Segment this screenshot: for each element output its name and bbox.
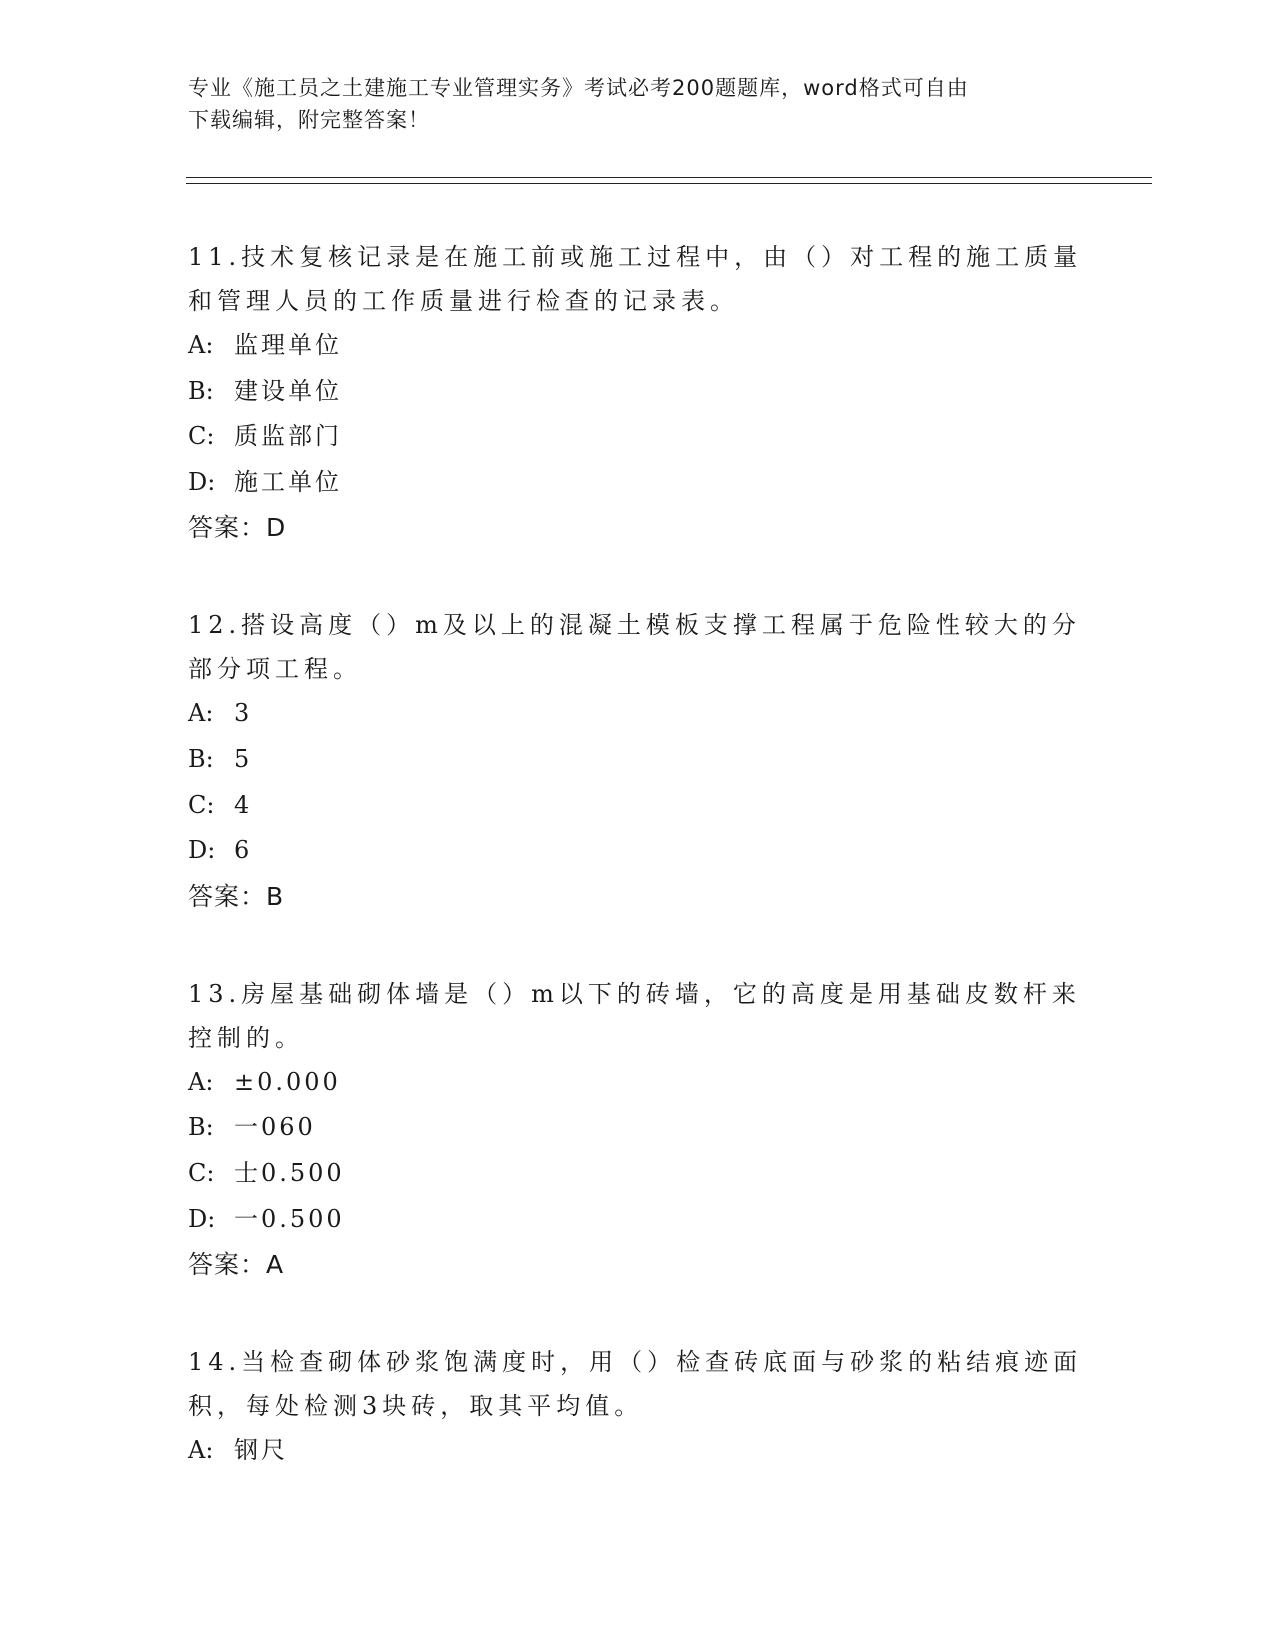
option-letter: B: — [188, 744, 214, 773]
option-text: 士0.500 — [234, 1158, 345, 1187]
question-text-line: 11.技术复核记录是在施工前或施工过程中，由（）对工程的施工质量 — [188, 243, 1083, 271]
option-letter: A: — [188, 1067, 214, 1096]
option-letter: A: — [188, 1436, 214, 1465]
option-d — [188, 1197, 1088, 1243]
question-text-line: 积，每处检测3块砖，取其平均值。 — [188, 1392, 644, 1421]
option-text: 一060 — [234, 1113, 316, 1142]
question-list — [188, 235, 1088, 1526]
option-letter: B: — [188, 1113, 214, 1142]
option-letter: A: — [188, 331, 214, 359]
question-text-line: 和管理人员的工作质量进行检查的记录表。 — [188, 287, 739, 315]
option-c — [188, 1151, 1088, 1197]
option-c — [188, 783, 1088, 829]
option-text: ±0.000 — [234, 1067, 341, 1096]
question-14 — [188, 1340, 1088, 1474]
header-line-2: 下载编辑，附完整答案！ — [188, 108, 430, 132]
option-text: 5 — [234, 744, 253, 773]
document-header — [188, 72, 1088, 136]
option-letter: D: — [188, 467, 216, 496]
option-a — [188, 691, 1088, 737]
option-letter: C: — [188, 790, 215, 819]
option-text: 质监部门 — [234, 422, 342, 451]
option-d — [188, 828, 1088, 874]
question-text-line: 13.房屋基础砌体墙是（）m以下的砖墙，它的高度是用基础皮数杆来 — [188, 979, 1081, 1008]
option-a — [188, 1060, 1088, 1106]
option-text: 施工单位 — [234, 467, 342, 496]
option-letter: A: — [188, 699, 214, 728]
answer-line: 答案：B — [188, 881, 285, 911]
option-c — [188, 414, 1088, 460]
question-text-line: 14.当检查砌体砂浆饱满度时，用（）检查砖底面与砂浆的粘结痕迹面 — [188, 1348, 1083, 1377]
option-text: 4 — [234, 790, 253, 819]
option-d — [188, 460, 1088, 506]
option-text: 建设单位 — [234, 376, 342, 405]
option-text: 监理单位 — [234, 331, 342, 359]
option-b — [188, 369, 1088, 415]
option-text: 一0.500 — [234, 1204, 345, 1233]
option-a — [188, 323, 1088, 369]
option-b — [188, 737, 1088, 783]
question-text-line: 控制的。 — [188, 1023, 304, 1052]
option-text: 6 — [234, 836, 253, 865]
option-letter: C: — [188, 1158, 215, 1187]
option-b — [188, 1105, 1088, 1151]
option-a — [188, 1428, 1088, 1474]
header-line-1: 专业《施工员之土建施工专业管理实务》考试必考200题题库，word格式可自由 — [188, 76, 969, 100]
question-12 — [188, 603, 1088, 919]
question-11 — [188, 235, 1088, 551]
answer-line: 答案：A — [188, 1250, 285, 1280]
header-divider-bottom — [186, 183, 1152, 184]
option-letter: B: — [188, 376, 214, 405]
answer-line: 答案：D — [188, 513, 287, 543]
option-letter: D: — [188, 1204, 216, 1233]
option-text: 3 — [234, 699, 253, 728]
question-text-line: 12.搭设高度（）m及以上的混凝土模板支撑工程属于危险性较大的分 — [188, 611, 1081, 640]
question-13 — [188, 972, 1088, 1288]
option-letter: C: — [188, 422, 215, 451]
option-text: 钢尺 — [234, 1436, 288, 1465]
question-text-line: 部分项工程。 — [188, 655, 362, 684]
option-letter: D: — [188, 836, 216, 865]
header-divider-top — [186, 177, 1152, 178]
